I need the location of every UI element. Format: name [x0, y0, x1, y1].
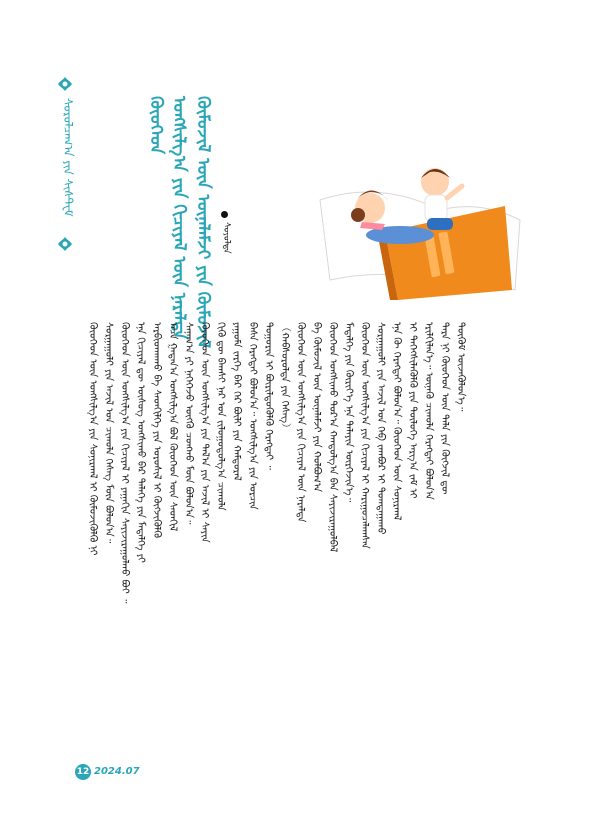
body-column-20: ᠡᠨᠡ ᠬᠦ ᠬᠡᠷᠡᠭᠲᠡᠢ ᠪᠣᠯᠤᠨ᠎ᠠ᠃ ᠬᠦᠦᠬᠡᠳ ᠦᠨ ᠰᠣᠨᠢᠷᠬᠠᠯ — [391, 322, 402, 521]
body-column-16: ᠬᠦᠦᠬᠡᠳ ᠤᠩᠰᠢᠬᠤ ᠳᠤᠷ᠎ᠠ ᠬᠠᠨᠳᠤᠯᠭ᠎ᠠ ᠪᠡᠨ ᠰᠠᠶᠢᠵᠢᠷᠠᠭᠤᠯᠪᠠᠯ — [327, 322, 338, 553]
author-name: ᠰᠣᠶᠤᠯᠲᠠ — [221, 222, 231, 254]
body-column-6: ᠠᠴᠠ ᠭᠠᠳᠠᠨ᠎ᠠ ᠤᠩᠰᠢᠯᠭ᠎ᠠ ᠪᠣᠯ ᠬᠦᠦᠬᠡᠳ ᠦᠨ ᠰᠡᠳᠬᠢᠯ — [167, 322, 178, 532]
body-column-3: ᠬᠦᠦᠬᠡᠳ ᠦᠨ ᠤᠩᠰᠢᠯᠭ᠎ᠠ ᠶᠢᠨ ᠬᠢᠴᠢᠶᠡᠯ ᠢ ᠶᠠᠭᠠᠬᠢᠨ ᠰᠠᠶᠢᠵᠢᠷᠠᠭᠤᠯᠬᠤ ᠪᠤᠢ ᠃ — [119, 322, 130, 604]
body-column-23: ᠲᠡᠷᠡ ᠨᠢ ᠬᠦᠦᠬᠡᠳ ᠦᠨ ᠲᠡᠯᠡ ᠶᠢᠨ ᠬᠥᠭᠵᠢᠯ ᠳᠦ — [439, 322, 450, 495]
body-column-4: ᠡᠨᠡ ᠬᠢᠴᠢᠶᠡᠯ ᠳᠦ ᠦᠰᠦᠭ ᠤᠩᠰᠢᠬᠤ ᠪᠠᠷ ᠲᠡᠯᠡᠭᠡ ᠶᠢᠨ ᠮᠡᠳᠡᠯᠭᠡ ᠶᠢ — [135, 322, 146, 563]
section-title: ᠰᠤᠷᠤᠯᠴᠠᠭ᠎ᠠ ᠶᠢᠨ ᠰᠢᠰᠲ᠋ᠧᠮ — [61, 98, 75, 217]
body-column-10: ᠶᠠᠭᠤᠮᠠ ᠵᠡᠷᠭᠡ ᠪᠡᠷ ᠭᠡᠷ ᠪᠦᠯᠢ ᠶᠢᠨ ᠬᠠᠮᠲᠤᠷᠠᠯ — [231, 322, 242, 481]
body-column-9: ᠬᠢᠬᠦ ᠳᠦ ᠪᠠᠭᠰᠢ ᠨᠠᠷ ᠤᠨ ᠵᠢᠯᠣᠭᠣᠳᠤᠯᠭ᠎ᠠ ᠴᠢᠬᠤᠯᠠ — [215, 322, 226, 511]
body-column-1: ᠬᠦᠦᠬᠡᠳ ᠦᠨ ᠤᠩᠰᠢᠯᠭ᠎ᠠ ᠶᠢᠨ ᠰᠣᠨᠢᠷᠬᠠᠯ ᠢ ᠬᠦᠮᠦᠵᠢᠭᠦᠯᠬᠦ ᠨᠢ — [87, 322, 98, 556]
body-column-14: ᠬᠦᠦᠬᠡᠳ ᠦᠨ ᠤᠩᠰᠢᠯᠭ᠎ᠠ ᠶᠢᠨ ᠬᠢᠴᠢᠶᠡᠯ ᠦᠨ ᠨᠡᠷᠡᠯᠲᠡ — [295, 322, 306, 523]
body-column-13: （ᠬᠠᠪᠰᠤᠷᠤᠯᠲᠠ ᠶᠢᠨ ᠬᠡᠰᠡᠭ） — [279, 322, 290, 434]
ornament-icon — [57, 236, 73, 252]
headline-line-2: ᠤᠩᠰᠢᠯᠭ᠎ᠠ ᠶᠢᠨ ᠬᠢᠴᠢᠶᠡᠯ ᠦᠨ ᠨᠡᠷᠡᠯᠲᠡ — [169, 96, 189, 340]
body-column-21: ᠢ ᠳᠡᠭᠡᠭᠰᠢᠯᠡᠭᠦᠯᠬᠦ ᠶᠢᠨ ᠲᠥᠯᠦᠭᠡ ᠠᠷᠭ᠎ᠠ ᠵᠠᠮ ᠢ — [407, 322, 418, 499]
body-column-24: ᠳᠥᠭᠥᠮ ᠦᠵᠡᠭᠦᠯᠦᠨ᠎ᠡ᠃ — [455, 322, 466, 412]
author-bullet — [221, 211, 228, 218]
body-column-19: ᠰᠤᠷᠭᠠᠭᠤᠯᠢ ᠶᠢᠨ ᠠᠵᠢᠯ ᠤᠨ ᠬᠡᠪ ᠵᠠᠭᠪᠤᠷ ᠢ ᠲᠣᠭᠲᠠᠭᠠᠬᠤ — [375, 322, 386, 535]
headline-line-1: ᠬᠦᠦᠬᠡᠳ — [146, 96, 166, 155]
body-column-8: ᠬᠦᠦᠬᠡᠳ ᠦᠨ ᠤᠩᠰᠢᠯᠭ᠎ᠠ ᠶᠢᠨ ᠲᠠᠯ᠎ᠠ ᠶᠢᠨ ᠠᠵᠢᠯ ᠢ ᠰᠠᠶᠢᠨ — [199, 322, 210, 543]
body-column-22: ᠡᠷᠢᠯᠬᠢᠯᠡᠨ᠎ᠡ᠃ ᠦᠨᠡᠬᠦ ᠴᠢᠬᠤᠯᠠ ᠬᠡᠷᠡᠭᠲᠡᠢ ᠪᠣᠯᠤᠨ᠎ᠠ — [423, 322, 434, 500]
body-column-12: ᠲᠣᠭᠣᠷᠢᠨ ᠢ ᠪᠦᠷᠢᠯᠳᠦᠭᠦᠯᠬᠦ ᠬᠡᠷᠡᠭᠲᠡᠢ ᠃ — [263, 322, 274, 470]
body-column-18: ᠬᠦᠦᠬᠡᠳ ᠦᠨ ᠤᠩᠰᠢᠯᠭ᠎ᠠ ᠶᠢᠨ ᠬᠢᠴᠢᠶᠡᠯ ᠢ ᠬᠠᠷᠢᠭᠤᠴᠠᠯᠠᠭᠰᠠᠨ — [359, 322, 370, 549]
issue-date: 2024.07 — [94, 766, 140, 777]
body-column-17: ᠮᠡᠳᠡᠯᠭᠡ ᠶᠢᠨ ᠬᠦᠷᠢᠶ᠎ᠡ ᠡᠨᠡ ᠲᠡᠯᠡᠶᠢᠨ ᠥᠷᠭᠡᠵᠢᠨ᠎ᠡ᠃ — [343, 322, 354, 503]
body-column-5: ᠠᠷᠪᠢᠳᠬᠠᠬᠤ ᠪᠠ ᠰᠡᠳᠬᠢᠯᠭᠡ ᠶᠢᠨ ᠤᠷᠤᠰᠢᠯ ᠢ ᠬᠦᠭᠵᠢᠭᠦᠯᠬᠦ — [151, 322, 162, 538]
body-column-11: ᠪᠠᠰᠠ ᠬᠡᠷᠡᠭᠲᠡᠢ ᠪᠣᠯᠤᠨ᠎ᠠ᠃ ᠤᠩᠰᠢᠯᠭ᠎ᠠ ᠶᠢᠨ ᠣᠷᠴᠢᠨ — [247, 322, 258, 510]
body-column-15: ᠪᠠ ᠬᠦᠮᠦᠵᠢᠯ ᠦᠨ ᠦᠨᠡᠯᠡᠮᠵᠢ ᠶᠢᠨ ᠬᠣᠯᠪᠣᠭ᠎ᠠ — [311, 322, 322, 493]
ornament-icon — [57, 76, 73, 92]
body-column-7: ᠰᠠᠨᠠᠭ᠎ᠠ ᠶᠢ ᠨᠡᠭᠡᠭᠡᠵᠦ ᠥᠭᠬᠦ ᠴᠣᠩᠬᠣ ᠮᠥᠨ ᠪᠣᠯᠤᠨ᠎ᠠ᠃ — [183, 322, 194, 525]
headline-line-3: ᠬᠦᠮᠦᠵᠢᠯ ᠦᠨ ᠦᠨᠡᠯᠡᠮᠵᠢ ᠶᠢᠨ ᠬᠦᠮᠦᠵᠢᠯ — [193, 96, 213, 348]
body-column-2: ᠰᠤᠷᠭᠠᠭᠤᠯᠢ ᠶᠢᠨ ᠠᠵᠢᠯ ᠤᠨ ᠴᠢᠬᠤᠯᠠ ᠬᠡᠰᠡᠭ ᠮᠦᠨ ᠪᠣᠯᠤᠨ᠎ᠠ᠃ — [103, 322, 114, 544]
page-number: 12 — [75, 764, 91, 780]
children-illustration — [290, 140, 530, 300]
